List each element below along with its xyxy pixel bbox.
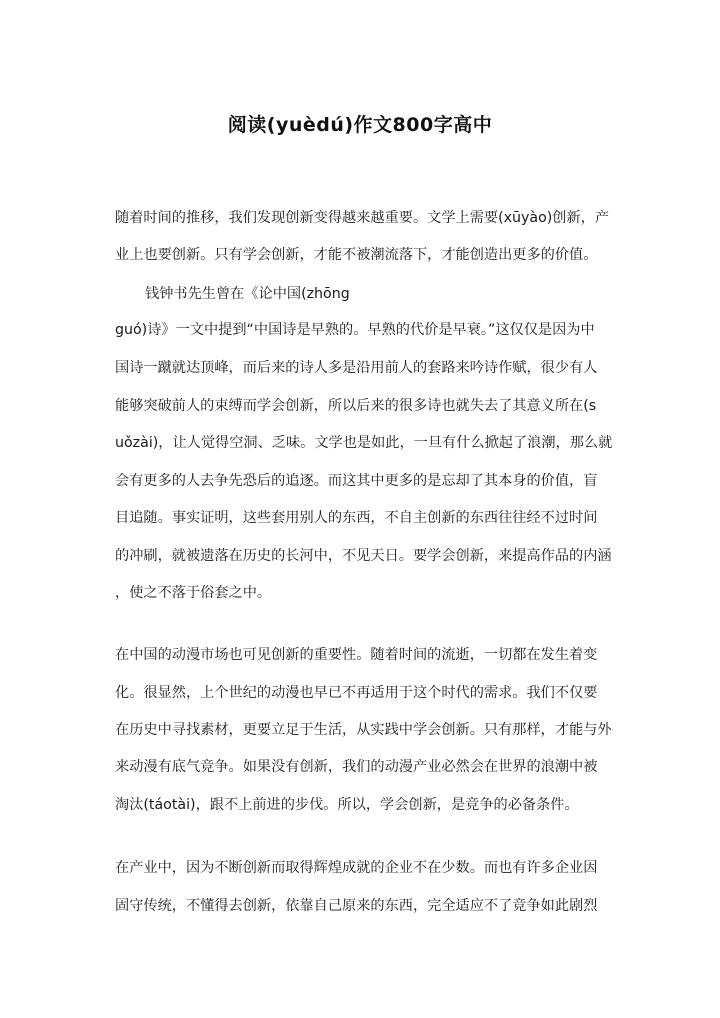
- text-line: 目追随。事实证明，这些套用别人的东西，不自主创新的东西往往经不过时间: [115, 510, 598, 526]
- text-line: 淘汰(táotài)，跟不上前进的步伐。所以，学会创新，是竞争的必备条件。: [115, 797, 579, 813]
- text-line: uǒzài)，让人觉得空洞、乏味。文学也是如此，一旦有什么掀起了浪潮，那么就: [115, 435, 613, 451]
- text-line: 固守传统，不懂得去创新，依靠自己原来的东西，完全适应不了竞争如此剧烈: [115, 898, 598, 914]
- text-line: 国诗一蹴就达顶峰，而后来的诗人多是沿用前人的套路来吟诗作赋，很少有人: [115, 360, 598, 376]
- text-line: 在中国的动漫市场也可见创新的重要性。随着时间的流逝，一切都在发生着变: [115, 647, 598, 663]
- text-line: 随着时间的推移，我们发现创新变得越来越重要。文学上需要(xūyào)创新，产: [115, 210, 610, 226]
- text-line: 钱钟书先生曾在《论中国(zhōng: [145, 286, 350, 302]
- text-line: 来动漫有底气竞争。如果没有创新，我们的动漫产业必然会在世界的浪潮中被: [115, 759, 598, 775]
- text-line: 的冲刷，就被遗落在历史的长河中，不见天日。要学会创新，来提高作品的内涵: [115, 548, 612, 564]
- document-title: 阅读(yuèdú)作文800字高中: [227, 114, 493, 136]
- text-line: 业上也要创新。只有学会创新，才能不被潮流落下，才能创造出更多的价值。: [115, 247, 598, 263]
- text-line: ，使之不落于俗套之中。: [115, 585, 272, 601]
- text-line: 化。很显然，上个世纪的动漫也早已不再适用于这个时代的需求。我们不仅要: [115, 685, 598, 701]
- text-line: 能够突破前人的束缚而学会创新，所以后来的很多诗也就失去了其意义所在(s: [115, 398, 597, 414]
- text-line: 在产业中，因为不断创新而取得辉煌成就的企业不在少数。而也有许多企业因: [115, 860, 598, 876]
- text-line: guó)诗》一文中提到“中国诗是早熟的。早熟的代价是早衰。”这仅仅是因为中: [115, 322, 595, 338]
- text-line: 会有更多的人去争先恐后的追逐。而这其中更多的是忘却了其本身的价值，盲: [115, 473, 598, 489]
- text-line: 在历史中寻找素材，更要立足于生活，从实践中学会创新。只有那样，才能与外: [115, 722, 612, 738]
